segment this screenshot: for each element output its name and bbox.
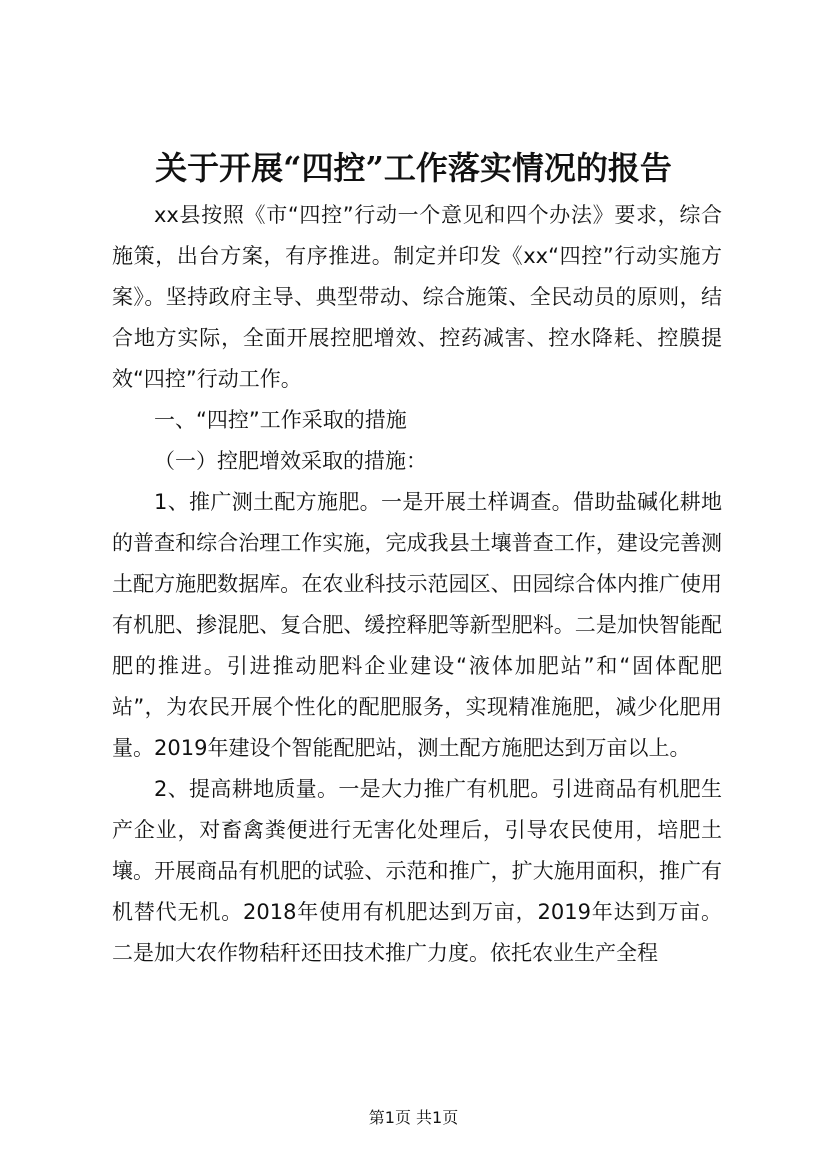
document-body [112, 195, 722, 974]
document-title: 关于开展“四控”工作落实情况的报告 [155, 149, 672, 187]
intro-paragraph: xx县按照《市“四控”行动一个意见和四个办法》要求，综合施策，出台方案，有序推进。制定并印发《xx“四控”行动实施方案》。坚持政府主导、典型带动、综合施策、全民动员的原则，结合地方实际，全面开展控肥增效、控药减害、控水降耗、控膜提效“四控”行动工作。 [112, 203, 722, 391]
page-footer: 第1页 共1页 [368, 1108, 459, 1127]
subsection-heading: （一）控肥增效采取的措施： [154, 449, 427, 473]
item-2-paragraph: 2、提高耕地质量。一是大力推广有机肥。引进商品有机肥生产企业，对畜禽粪便进行无害化处理后，引导农民使用，培肥土壤。开展商品有机肥的试验、示范和推广，扩大施用面积，推广有机替代无机。2018年使用有机肥达到万亩，2019年达到万亩。二是加大农作物秸秆还田技术推广力度。依托农业生产全程 [112, 777, 722, 965]
item-1-paragraph: 1、推广测土配方施肥。一是开展土样调查。借助盐碱化耕地的普查和综合治理工作实施，完成我县土壤普查工作，建设完善测土配方施肥数据库。在农业科技示范园区、田园综合体内推广使用有机肥、掺混肥、复合肥、缓控释肥等新型肥料。二是加快智能配肥的推进。引进推动肥料企业建设“液体加肥站”和“固体配肥站”，为农民开展个性化的配肥服务，实现精准施肥，减少化肥用量。2019年建设个智能配肥站，测土配方施肥达到万亩以上。 [112, 490, 722, 760]
section-heading: 一、“四控”工作采取的措施 [154, 408, 407, 432]
